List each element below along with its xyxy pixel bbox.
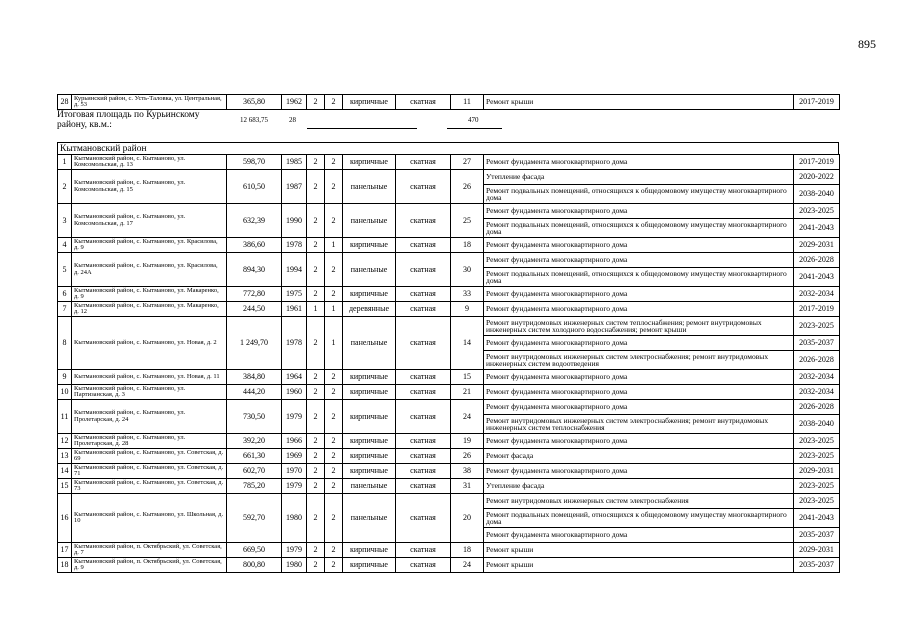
entrances-cell: 2 <box>325 449 343 464</box>
table-row <box>58 204 840 219</box>
entrances-cell: 2 <box>325 434 343 449</box>
row-number: 3 <box>58 204 72 238</box>
address-cell: Кытмановский район, с. Кытманово, ул. Партизанская, д. 3 <box>72 385 227 400</box>
table-row <box>58 464 840 479</box>
roof-type-cell: скатная <box>396 494 451 543</box>
floors-cell: 2 <box>307 370 325 385</box>
work-cell: Утепление фасада <box>484 170 794 185</box>
apartments-cell: 15 <box>451 370 484 385</box>
floors-cell: 2 <box>307 449 325 464</box>
area-cell: 602,70 <box>227 464 282 479</box>
entrances-cell: 2 <box>325 400 343 434</box>
row-number: 4 <box>58 238 72 253</box>
period-cell: 2038-2040 <box>794 415 840 434</box>
period-cell: 2017-2019 <box>794 95 840 110</box>
wall-material-cell: панельные <box>343 479 396 494</box>
work-cell: Ремонт фундамента многоквартирного дома <box>484 336 794 351</box>
apartments-cell: 26 <box>451 449 484 464</box>
floors-cell: 1 <box>307 302 325 317</box>
period-cell: 2026-2028 <box>794 253 840 268</box>
row-number: 2 <box>58 170 72 204</box>
work-cell: Ремонт фундамента многоквартирного дома <box>484 434 794 449</box>
apartments-cell: 11 <box>451 95 484 110</box>
entrances-cell: 1 <box>325 238 343 253</box>
period-cell: 2035-2037 <box>794 336 840 351</box>
roof-type-cell: скатная <box>396 317 451 370</box>
wall-material-cell: кирпичные <box>343 464 396 479</box>
district-table <box>57 154 840 573</box>
apartments-cell: 30 <box>451 253 484 287</box>
area-cell: 610,50 <box>227 170 282 204</box>
table-row <box>58 287 840 302</box>
row-number: 8 <box>58 317 72 370</box>
row-number: 17 <box>58 543 72 558</box>
wall-material-cell: кирпичные <box>343 287 396 302</box>
address-cell: Кытмановский район, с. Кытманово, ул. Пролетарская, д. 28 <box>72 434 227 449</box>
roof-type-cell: скатная <box>396 238 451 253</box>
apartments-cell: 31 <box>451 479 484 494</box>
apartments-cell: 38 <box>451 464 484 479</box>
year-cell: 1970 <box>282 464 307 479</box>
divider <box>447 128 502 129</box>
work-cell: Ремонт фундамента многоквартирного дома <box>484 155 794 170</box>
work-cell: Ремонт фундамента многоквартирного дома <box>484 204 794 219</box>
floors-cell: 2 <box>307 479 325 494</box>
work-cell: Ремонт фундамента многоквартирного дома <box>484 528 794 543</box>
period-cell: 2023-2025 <box>794 449 840 464</box>
work-cell: Ремонт крыши <box>484 558 794 573</box>
area-cell: 632,39 <box>227 204 282 238</box>
period-cell: 2026-2028 <box>794 400 840 415</box>
address-cell: Кытмановский район, с. Кытманово, ул. Пролетарская, д. 24 <box>72 400 227 434</box>
work-cell: Ремонт фундамента многоквартирного дома <box>484 302 794 317</box>
area-cell: 384,80 <box>227 370 282 385</box>
apartments-cell: 26 <box>451 170 484 204</box>
period-cell: 2017-2019 <box>794 155 840 170</box>
table-row <box>58 170 840 185</box>
address-cell: Кытмановский район, с. Кытманово, ул. Комсомольская, д. 15 <box>72 170 227 204</box>
period-cell: 2035-2037 <box>794 558 840 573</box>
floors-cell: 2 <box>307 317 325 370</box>
roof-type-cell: скатная <box>396 287 451 302</box>
address-cell: Кытмановский район, с. Кытманово, ул. Школьная, д. 10 <box>72 494 227 543</box>
address-cell: Курьинский район, с. Усть-Таловка, ул. Центральная, д. 53 <box>72 95 227 110</box>
entrances-cell: 2 <box>325 385 343 400</box>
year-cell: 1966 <box>282 434 307 449</box>
page-number: 895 <box>858 37 876 51</box>
roof-type-cell: скатная <box>396 464 451 479</box>
row-number: 15 <box>58 479 72 494</box>
period-cell: 2032-2034 <box>794 370 840 385</box>
year-cell: 1961 <box>282 302 307 317</box>
wall-material-cell: панельные <box>343 317 396 370</box>
work-cell: Ремонт фундамента многоквартирного дома <box>484 464 794 479</box>
row-number: 13 <box>58 449 72 464</box>
table-row <box>58 385 840 400</box>
year-cell: 1964 <box>282 370 307 385</box>
area-cell: 244,50 <box>227 302 282 317</box>
floors-cell: 2 <box>307 558 325 573</box>
row-number: 6 <box>58 287 72 302</box>
period-cell: 2023-2025 <box>794 494 840 509</box>
work-cell: Ремонт внутридомовых инженерных систем электроснабжения <box>484 494 794 509</box>
work-cell: Ремонт фундамента многоквартирного дома <box>484 400 794 415</box>
row-number: 9 <box>58 370 72 385</box>
total-apartments: 470 <box>468 116 479 124</box>
table-row <box>58 317 840 336</box>
address-cell: Кытмановский район, с. Кытманово, ул. Макаренко, д. 12 <box>72 302 227 317</box>
table-row <box>58 479 840 494</box>
wall-material-cell: кирпичные <box>343 370 396 385</box>
year-cell: 1962 <box>282 95 307 110</box>
wall-material-cell: панельные <box>343 170 396 204</box>
wall-material-cell: панельные <box>343 494 396 543</box>
period-cell: 2038-2040 <box>794 185 840 204</box>
total-label: Итоговая площадь по Курьинскому району, кв.м.: <box>57 110 200 130</box>
year-cell: 1980 <box>282 494 307 543</box>
work-cell: Ремонт подвальных помещений, относящихся к общедомовому имуществу многоквартирного дома <box>484 268 794 287</box>
work-cell: Ремонт внутридомовых инженерных систем теплоснабжения; ремонт внутридомовых инженерных систем холодного водоснабжения; ремонт крыши <box>484 317 794 336</box>
apartments-cell: 21 <box>451 385 484 400</box>
work-cell: Ремонт подвальных помещений, относящихся к общедомовому имуществу многоквартирного дома <box>484 509 794 528</box>
period-cell: 2023-2025 <box>794 317 840 336</box>
address-cell: Кытмановский район, с. Кытманово, ул. Советская, д. 73 <box>72 479 227 494</box>
entrances-cell: 1 <box>325 317 343 370</box>
area-cell: 894,30 <box>227 253 282 287</box>
address-cell: Кытмановский район, с. Кытманово, ул. Красилова, д. 9 <box>72 238 227 253</box>
year-cell: 1985 <box>282 155 307 170</box>
area-cell: 661,30 <box>227 449 282 464</box>
address-cell: Кытмановский район, с. Кытманово, ул. Красилова, д. 24А <box>72 253 227 287</box>
year-cell: 1978 <box>282 238 307 253</box>
entrances-cell: 2 <box>325 170 343 204</box>
floors-cell: 2 <box>307 155 325 170</box>
address-cell: Кытмановский район, с. Кытманово, ул. Советская, д. 71 <box>72 464 227 479</box>
district-heading: Кытмановский район <box>57 142 839 154</box>
roof-type-cell: скатная <box>396 434 451 449</box>
work-cell: Ремонт фасада <box>484 449 794 464</box>
wall-material-cell: деревянные <box>343 302 396 317</box>
apartments-cell: 33 <box>451 287 484 302</box>
area-cell: 800,80 <box>227 558 282 573</box>
apartments-cell: 25 <box>451 204 484 238</box>
work-cell: Ремонт подвальных помещений, относящихся к общедомовому имуществу многоквартирного дома <box>484 219 794 238</box>
year-cell: 1960 <box>282 385 307 400</box>
wall-material-cell: кирпичные <box>343 95 396 110</box>
work-cell: Ремонт внутридомовых инженерных систем электроснабжения; ремонт внутридомовых инженерных систем водоотведения <box>484 351 794 370</box>
roof-type-cell: скатная <box>396 95 451 110</box>
entrances-cell: 2 <box>325 204 343 238</box>
year-cell: 1979 <box>282 543 307 558</box>
row-number: 7 <box>58 302 72 317</box>
wall-material-cell: кирпичные <box>343 558 396 573</box>
floors-cell: 2 <box>307 385 325 400</box>
work-cell: Ремонт фундамента многоквартирного дома <box>484 253 794 268</box>
period-cell: 2029-2031 <box>794 238 840 253</box>
table-row <box>58 302 840 317</box>
roof-type-cell: скатная <box>396 155 451 170</box>
wall-material-cell: кирпичные <box>343 434 396 449</box>
address-cell: Кытмановский район, п. Октябрьский, ул. Советская, д. 9 <box>72 558 227 573</box>
roof-type-cell: скатная <box>396 400 451 434</box>
row-number: 14 <box>58 464 72 479</box>
row-number: 11 <box>58 400 72 434</box>
wall-material-cell: кирпичные <box>343 449 396 464</box>
period-cell: 2035-2037 <box>794 528 840 543</box>
floors-cell: 2 <box>307 287 325 302</box>
district-total <box>57 108 839 132</box>
apartments-cell: 9 <box>451 302 484 317</box>
roof-type-cell: скатная <box>396 204 451 238</box>
address-cell: Кытмановский район, с. Кытманово, ул. Советская, д. 69 <box>72 449 227 464</box>
entrances-cell: 2 <box>325 370 343 385</box>
apartments-cell: 20 <box>451 494 484 543</box>
roof-type-cell: скатная <box>396 170 451 204</box>
period-cell: 2026-2028 <box>794 351 840 370</box>
period-cell: 2023-2025 <box>794 434 840 449</box>
period-cell: 2032-2034 <box>794 287 840 302</box>
wall-material-cell: кирпичные <box>343 400 396 434</box>
year-cell: 1969 <box>282 449 307 464</box>
period-cell: 2041-2043 <box>794 268 840 287</box>
roof-type-cell: скатная <box>396 370 451 385</box>
year-cell: 1979 <box>282 400 307 434</box>
work-cell: Ремонт крыши <box>484 543 794 558</box>
table-row <box>58 238 840 253</box>
year-cell: 1980 <box>282 558 307 573</box>
address-cell: Кытмановский район, с. Кытманово, ул. Новая, д. 11 <box>72 370 227 385</box>
table-row <box>58 400 840 415</box>
entrances-cell: 2 <box>325 155 343 170</box>
row-number: 1 <box>58 155 72 170</box>
row-number: 5 <box>58 253 72 287</box>
row-number: 18 <box>58 558 72 573</box>
apartments-cell: 18 <box>451 238 484 253</box>
work-cell: Ремонт крыши <box>484 95 794 110</box>
apartments-cell: 27 <box>451 155 484 170</box>
entrances-cell: 2 <box>325 287 343 302</box>
entrances-cell: 2 <box>325 494 343 543</box>
roof-type-cell: скатная <box>396 558 451 573</box>
floors-cell: 2 <box>307 95 325 110</box>
area-cell: 444,20 <box>227 385 282 400</box>
year-cell: 1979 <box>282 479 307 494</box>
row-number: 10 <box>58 385 72 400</box>
area-cell: 1 249,70 <box>227 317 282 370</box>
floors-cell: 2 <box>307 400 325 434</box>
address-cell: Кытмановский район, с. Кытманово, ул. Комсомольская, д. 13 <box>72 155 227 170</box>
apartments-cell: 14 <box>451 317 484 370</box>
year-cell: 1975 <box>282 287 307 302</box>
year-cell: 1978 <box>282 317 307 370</box>
floors-cell: 2 <box>307 170 325 204</box>
floors-cell: 2 <box>307 238 325 253</box>
period-cell: 2029-2031 <box>794 464 840 479</box>
area-cell: 669,50 <box>227 543 282 558</box>
area-cell: 365,80 <box>227 95 282 110</box>
roof-type-cell: скатная <box>396 253 451 287</box>
wall-material-cell: кирпичные <box>343 238 396 253</box>
table-row <box>58 543 840 558</box>
floors-cell: 2 <box>307 543 325 558</box>
work-cell: Ремонт внутридомовых инженерных систем электроснабжения; ремонт внутридомовых инженерных систем теплоснабжения <box>484 415 794 434</box>
row-number: 12 <box>58 434 72 449</box>
floors-cell: 2 <box>307 434 325 449</box>
roof-type-cell: скатная <box>396 449 451 464</box>
entrances-cell: 2 <box>325 543 343 558</box>
area-cell: 785,20 <box>227 479 282 494</box>
entrances-cell: 1 <box>325 302 343 317</box>
apartments-cell: 24 <box>451 400 484 434</box>
work-cell: Ремонт фундамента многоквартирного дома <box>484 370 794 385</box>
year-cell: 1987 <box>282 170 307 204</box>
floors-cell: 2 <box>307 464 325 479</box>
work-cell: Ремонт фундамента многоквартирного дома <box>484 238 794 253</box>
row-number: 28 <box>58 95 72 110</box>
period-cell: 2017-2019 <box>794 302 840 317</box>
floors-cell: 2 <box>307 253 325 287</box>
entrances-cell: 2 <box>325 464 343 479</box>
roof-type-cell: скатная <box>396 479 451 494</box>
wall-material-cell: кирпичные <box>343 543 396 558</box>
floors-cell: 2 <box>307 494 325 543</box>
area-cell: 592,70 <box>227 494 282 543</box>
period-cell: 2023-2025 <box>794 479 840 494</box>
table-row <box>58 155 840 170</box>
period-cell: 2032-2034 <box>794 385 840 400</box>
work-cell: Ремонт фундамента многоквартирного дома <box>484 385 794 400</box>
wall-material-cell: панельные <box>343 204 396 238</box>
address-cell: Кытмановский район, с. Кытманово, ул. Макаренко, д. 9 <box>72 287 227 302</box>
table-row <box>58 434 840 449</box>
area-cell: 772,80 <box>227 287 282 302</box>
work-cell: Ремонт фундамента многоквартирного дома <box>484 287 794 302</box>
roof-type-cell: скатная <box>396 302 451 317</box>
table-row <box>58 253 840 268</box>
year-cell: 1990 <box>282 204 307 238</box>
table-row <box>58 449 840 464</box>
area-cell: 386,60 <box>227 238 282 253</box>
wall-material-cell: кирпичные <box>343 385 396 400</box>
period-cell: 2041-2043 <box>794 219 840 238</box>
work-cell: Ремонт подвальных помещений, относящихся к общедомовому имуществу многоквартирного дома <box>484 185 794 204</box>
wall-material-cell: панельные <box>343 253 396 287</box>
period-cell: 2041-2043 <box>794 509 840 528</box>
entrances-cell: 2 <box>325 95 343 110</box>
period-cell: 2023-2025 <box>794 204 840 219</box>
area-cell: 598,70 <box>227 155 282 170</box>
divider <box>307 128 417 129</box>
entrances-cell: 2 <box>325 479 343 494</box>
period-cell: 2020-2022 <box>794 170 840 185</box>
period-cell: 2029-2031 <box>794 543 840 558</box>
work-cell: Утепление фасада <box>484 479 794 494</box>
total-area: 12 683,75 <box>240 116 268 124</box>
apartments-cell: 24 <box>451 558 484 573</box>
table-row <box>58 558 840 573</box>
entrances-cell: 2 <box>325 558 343 573</box>
apartments-cell: 19 <box>451 434 484 449</box>
row-number: 16 <box>58 494 72 543</box>
table-row <box>58 370 840 385</box>
apartments-cell: 18 <box>451 543 484 558</box>
floors-cell: 2 <box>307 204 325 238</box>
year-cell: 1994 <box>282 253 307 287</box>
area-cell: 730,50 <box>227 400 282 434</box>
total-houses: 28 <box>289 116 296 124</box>
roof-type-cell: скатная <box>396 385 451 400</box>
address-cell: Кытмановский район, с. Кытманово, ул. Новая, д. 2 <box>72 317 227 370</box>
entrances-cell: 2 <box>325 253 343 287</box>
area-cell: 392,20 <box>227 434 282 449</box>
address-cell: Кытмановский район, п. Октябрьский, ул. Советская, д. 7 <box>72 543 227 558</box>
roof-type-cell: скатная <box>396 543 451 558</box>
wall-material-cell: кирпичные <box>343 155 396 170</box>
address-cell: Кытмановский район, с. Кытманово, ул. Комсомольская, д. 17 <box>72 204 227 238</box>
table-row <box>58 494 840 509</box>
